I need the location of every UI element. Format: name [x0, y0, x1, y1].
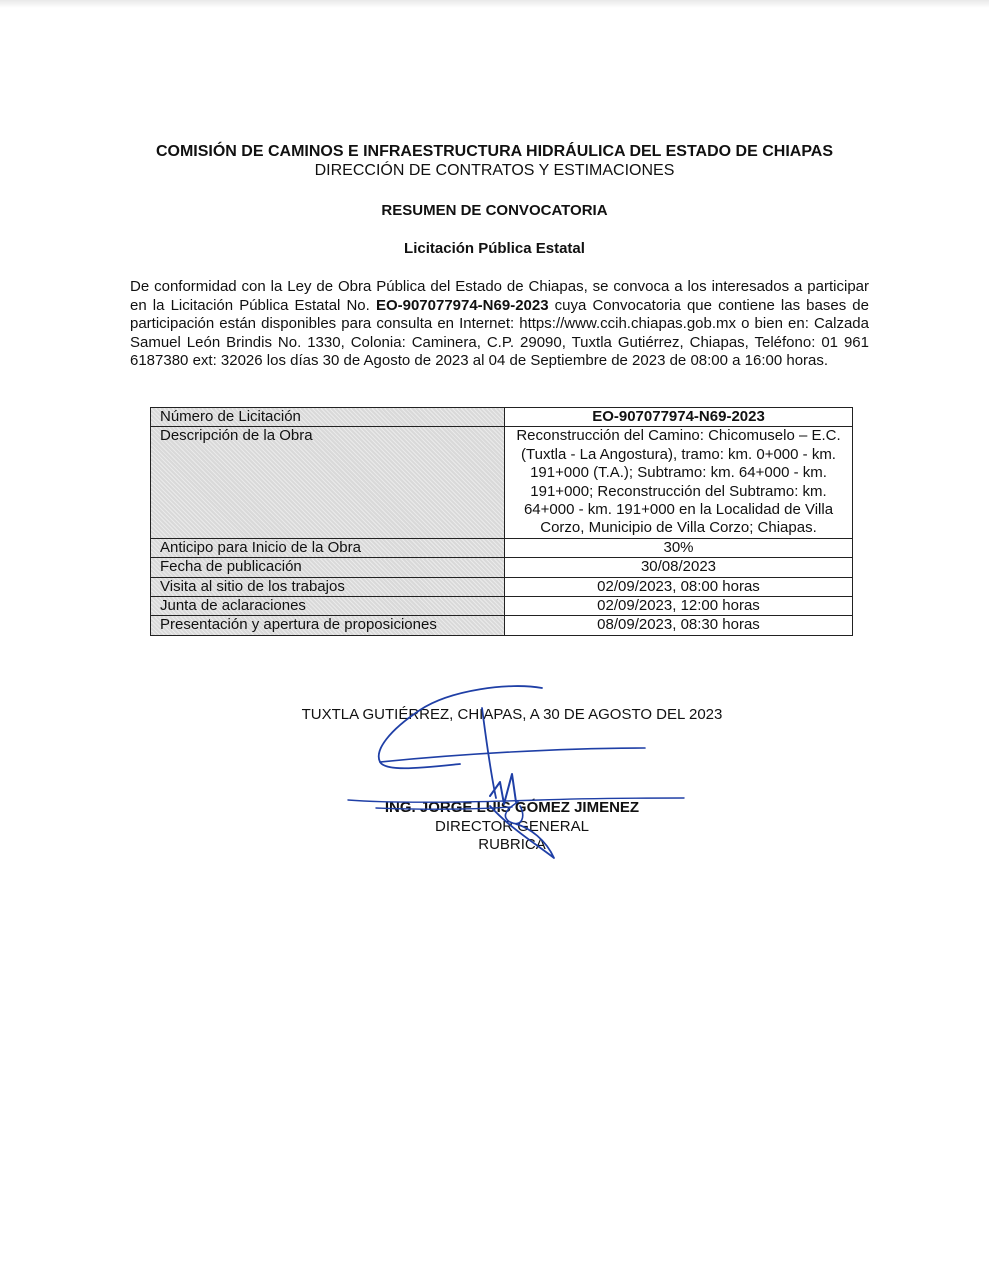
intro-part-2: cuya Convocatoria que contiene las bases de participación están disponibles para consulta en Internet: https://www.ccih.chiapas.gob.mx o bien en: Calzada Samuel León Brindis No. 1330, Colonia: Caminera, C.P. 29090, Tuxtla Gutiérrez, Chiapas, Teléfono: 01 961 6187380 ext: 32026 los días 30 de Agosto de 2023 al 04 de Septiembre de 2023 de 08:00 a 16:00 horas.: [130, 296, 869, 370]
row-label: Fecha de publicación: [151, 558, 505, 577]
rubric-label: RUBRICA: [478, 836, 546, 853]
table-row: [151, 558, 853, 577]
row-value: Reconstrucción del Camino: Chicomuselo – E.C. (Tuxtla - La Angostura), tramo: km. 0+000 - km. 191+000 (T.A.); Subtramo: km. 64+000 - km. 191+000; Reconstrucción del Subtramo: km. 64+000 - km. 191+000 en la Localidad de Villa Corzo, Municipio de Villa Corzo; Chiapas.: [505, 427, 853, 538]
subtitle: Licitación Pública Estatal: [404, 240, 585, 257]
row-value: 02/09/2023, 12:00 horas: [505, 597, 853, 616]
row-value: 02/09/2023, 08:00 horas: [505, 577, 853, 596]
row-value: 30/08/2023: [505, 558, 853, 577]
signature-long-sweep: [380, 748, 645, 762]
signer-title: DIRECTOR GENERAL: [435, 818, 589, 835]
signature-zigzag: [490, 774, 516, 804]
signer-name: ING. JORGE LUIS GÓMEZ JIMENEZ: [384, 799, 640, 816]
intro-bid-number: EO-907077974-N69-2023: [375, 296, 549, 314]
department-title: DIRECCIÓN DE CONTRATOS Y ESTIMACIONES: [314, 162, 675, 179]
table-row: [151, 538, 853, 557]
signature-strokes: [348, 686, 684, 858]
table-row: [151, 616, 853, 635]
row-label: Presentación y apertura de proposiciones: [151, 616, 505, 635]
organization-title: COMISIÓN DE CAMINOS E INFRAESTRUCTURA HIDRÁULICA DEL ESTADO DE CHIAPAS: [155, 143, 834, 160]
section-title: RESUMEN DE CONVOCATORIA: [381, 202, 608, 219]
table-row: [151, 597, 853, 616]
table-row: [151, 577, 853, 596]
place-and-date: TUXTLA GUTIÉRREZ, CHIAPAS, A 30 DE AGOSTO DEL 2023: [301, 706, 723, 723]
table-row: [151, 408, 853, 427]
signature-loop-over-name: [505, 802, 522, 824]
tender-summary-table: [150, 407, 853, 636]
row-value: 08/09/2023, 08:30 horas: [505, 616, 853, 635]
scan-edge: [0, 0, 989, 8]
row-label: Anticipo para Inicio de la Obra: [151, 538, 505, 557]
handwritten-signature: [340, 678, 700, 868]
row-label: Número de Licitación: [151, 408, 505, 427]
intro-part-1: De conformidad con la Ley de Obra Pública del Estado de Chiapas, se convoca a los interesados a participar en la Licitación Pública Estatal No.: [130, 278, 869, 314]
row-label: Junta de aclaraciones: [151, 597, 505, 616]
signature-upper-loop: [379, 686, 542, 768]
row-value: EO-907077974-N69-2023: [505, 408, 853, 427]
signature-tail-loop: [490, 806, 554, 858]
row-label: Visita al sitio de los trabajos: [151, 577, 505, 596]
intro-paragraph: [130, 278, 869, 371]
row-value: 30%: [505, 538, 853, 557]
row-label: Descripción de la Obra: [151, 427, 505, 538]
table-row: [151, 427, 853, 538]
